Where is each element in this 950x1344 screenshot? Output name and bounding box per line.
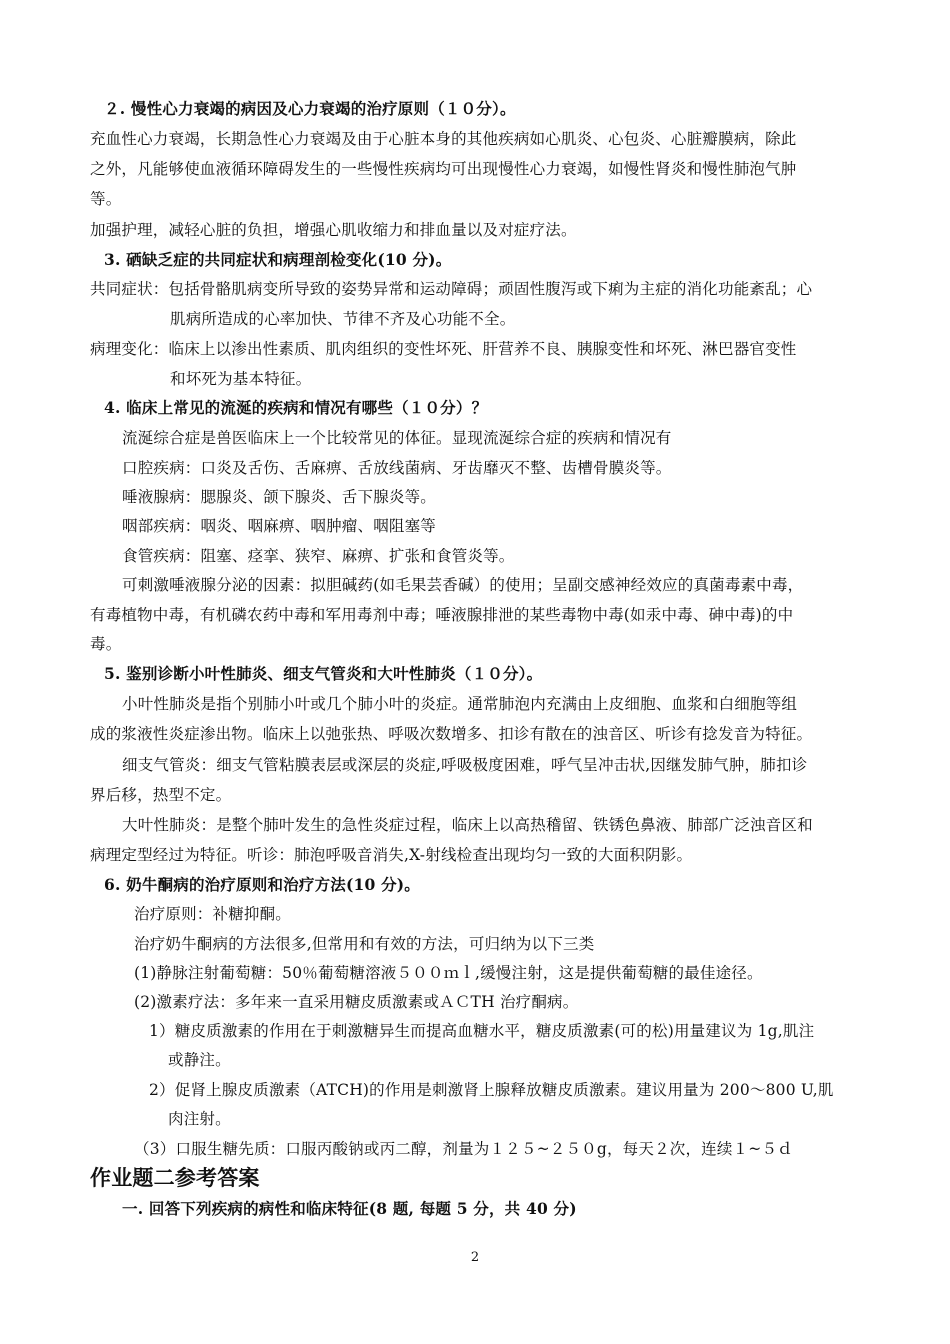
q5-heading: 5. 鉴别诊断小叶性肺炎、细支气管炎和大叶性肺炎（１０分）。 xyxy=(104,664,543,683)
q6-answer-line: （3）口服生糖先质：口服丙酸钠或丙二醇，剂量为１２５~２５０g，每天２次，连续１~５ｄ xyxy=(134,1140,793,1158)
page-number: 2 xyxy=(470,1250,480,1265)
q2-answer-line: 之外，凡能够使血液循环障碍发生的一些慢性疾病均可出现慢性心力衰竭，如慢性肾炎和慢性肺泡气肿 xyxy=(90,160,797,178)
q6-answer-line: 肉注射。 xyxy=(168,1110,231,1128)
q5-answer-line: 细支气管炎：细支气管粘膜表层或深层的炎症,呼吸极度困难，呼气呈冲击状,因继发肺气肿，肺扣诊 xyxy=(122,756,808,774)
q4-answer-line: 流涎综合症是兽医临床上一个比较常见的体征。显现流涎综合症的疾病和情况有 xyxy=(122,429,672,447)
q4-answer-line: 毒。 xyxy=(90,635,122,653)
q4-answer-line: 可刺激唾液腺分泌的因素：拟胆碱药(如毛果芸香碱）的使用；呈副交感神经效应的真菌毒素中毒， xyxy=(122,576,804,594)
q3-symptoms-line: 共同症状：包括骨骼肌病变所导致的姿势异常和运动障碍；顽固性腹泻或下痢为主症的消化功能紊乱；心 xyxy=(90,280,813,298)
q5-answer-line: 大叶性肺炎：是整个肺叶发生的急性炎症过程，临床上以高热稽留、铁锈色鼻液、肺部广泛浊音区和 xyxy=(122,816,813,834)
q4-answer-line: 食管疾病：阻塞、痉挛、狭窄、麻痹、扩张和食管炎等。 xyxy=(122,547,515,565)
q3-pathology-line: 病理变化：临床上以渗出性素质、肌肉组织的变性坏死、肝营养不良、胰腺变性和坏死、淋巴器官变性 xyxy=(90,340,797,358)
q5-answer-line: 小叶性肺炎是指个别肺小叶或几个肺小叶的炎症。通常肺泡内充满由上皮细胞、血浆和白细胞等组 xyxy=(122,695,798,713)
q2-heading: ２. 慢性心力衰竭的病因及心力衰竭的治疗原则（１０分）。 xyxy=(104,99,516,118)
q3-pathology-line: 和坏死为基本特征。 xyxy=(170,370,312,388)
q6-heading: 6. 奶牛酮病的治疗原则和治疗方法(10 分)。 xyxy=(104,875,421,894)
q5-answer-line: 界后移，热型不定。 xyxy=(90,786,232,804)
q4-answer-line: 唾液腺病：腮腺炎、颌下腺炎、舌下腺炎等。 xyxy=(122,488,437,506)
q6-answer-line: 1）糖皮质激素的作用在于刺激糖异生而提高血糖水平，糖皮质激素(可的松)用量建议为 1g,肌注 xyxy=(149,1022,815,1040)
q6-answer-line: (2)激素疗法：多年来一直采用糖皮质激素或ＡＣTH 治疗酮病。 xyxy=(134,993,579,1011)
q6-answer-line: (1)静脉注射葡萄糖：50％葡萄糖溶液５００ｍｌ,缓慢注射，这是提供葡萄糖的最佳途径。 xyxy=(134,964,763,982)
q6-answer-line: 治疗原则：补糖抑酮。 xyxy=(134,905,292,923)
q3-heading: 3. 硒缺乏症的共同症状和病理剖检变化(10 分)。 xyxy=(104,250,452,269)
q4-answer-line: 口腔疾病：口炎及舌伤、舌麻痹、舌放线菌病、牙齿靡灭不整、齿槽骨膜炎等。 xyxy=(122,459,672,477)
q6-answer-line: 或静注。 xyxy=(168,1051,231,1069)
q2-answer-line: 等。 xyxy=(90,190,122,208)
q6-answer-line: 2）促肾上腺皮质激素（ATCH)的作用是刺激肾上腺释放糖皮质激素。建议用量为 200～800 U,肌 xyxy=(149,1081,834,1099)
q2-answer-line: 充血性心力衰竭，长期急性心力衰竭及由于心脏本身的其他疾病如心肌炎、心包炎、心脏瓣膜病，除此 xyxy=(90,130,797,148)
q5-answer-line: 成的浆液性炎症渗出物。临床上以弛张热、呼吸次数增多、扣诊有散在的浊音区、听诊有捻发音为特征。 xyxy=(90,725,813,743)
q4-answer-line: 咽部疾病：咽炎、咽麻痹、咽肿瘤、咽阻塞等 xyxy=(122,517,437,535)
section-title: 作业题二参考答案 xyxy=(90,1165,260,1190)
section-subheading: 一. 回答下列疾病的病性和临床特征(8 题, 每题 5 分，共 40 分) xyxy=(122,1199,577,1218)
q5-answer-line: 病理定型经过为特征。听诊：肺泡呼吸音消失,X-射线检查出现均匀一致的大面积阴影。 xyxy=(90,846,693,864)
q4-heading: 4. 临床上常见的流涎的疾病和情况有哪些（１０分）？ xyxy=(104,398,488,417)
q3-symptoms-line: 肌病所造成的心率加快、节律不齐及心功能不全。 xyxy=(170,310,516,328)
q6-answer-line: 治疗奶牛酮病的方法很多,但常用和有效的方法，可归纳为以下三类 xyxy=(134,935,595,953)
q2-treatment-line: 加强护理，减轻心脏的负担，增强心肌收缩力和排血量以及对症疗法。 xyxy=(90,221,577,239)
q4-answer-line: 有毒植物中毒，有机磷农药中毒和军用毒剂中毒；唾液腺排泄的某些毒物中毒(如汞中毒、砷中毒)的中 xyxy=(90,606,794,624)
